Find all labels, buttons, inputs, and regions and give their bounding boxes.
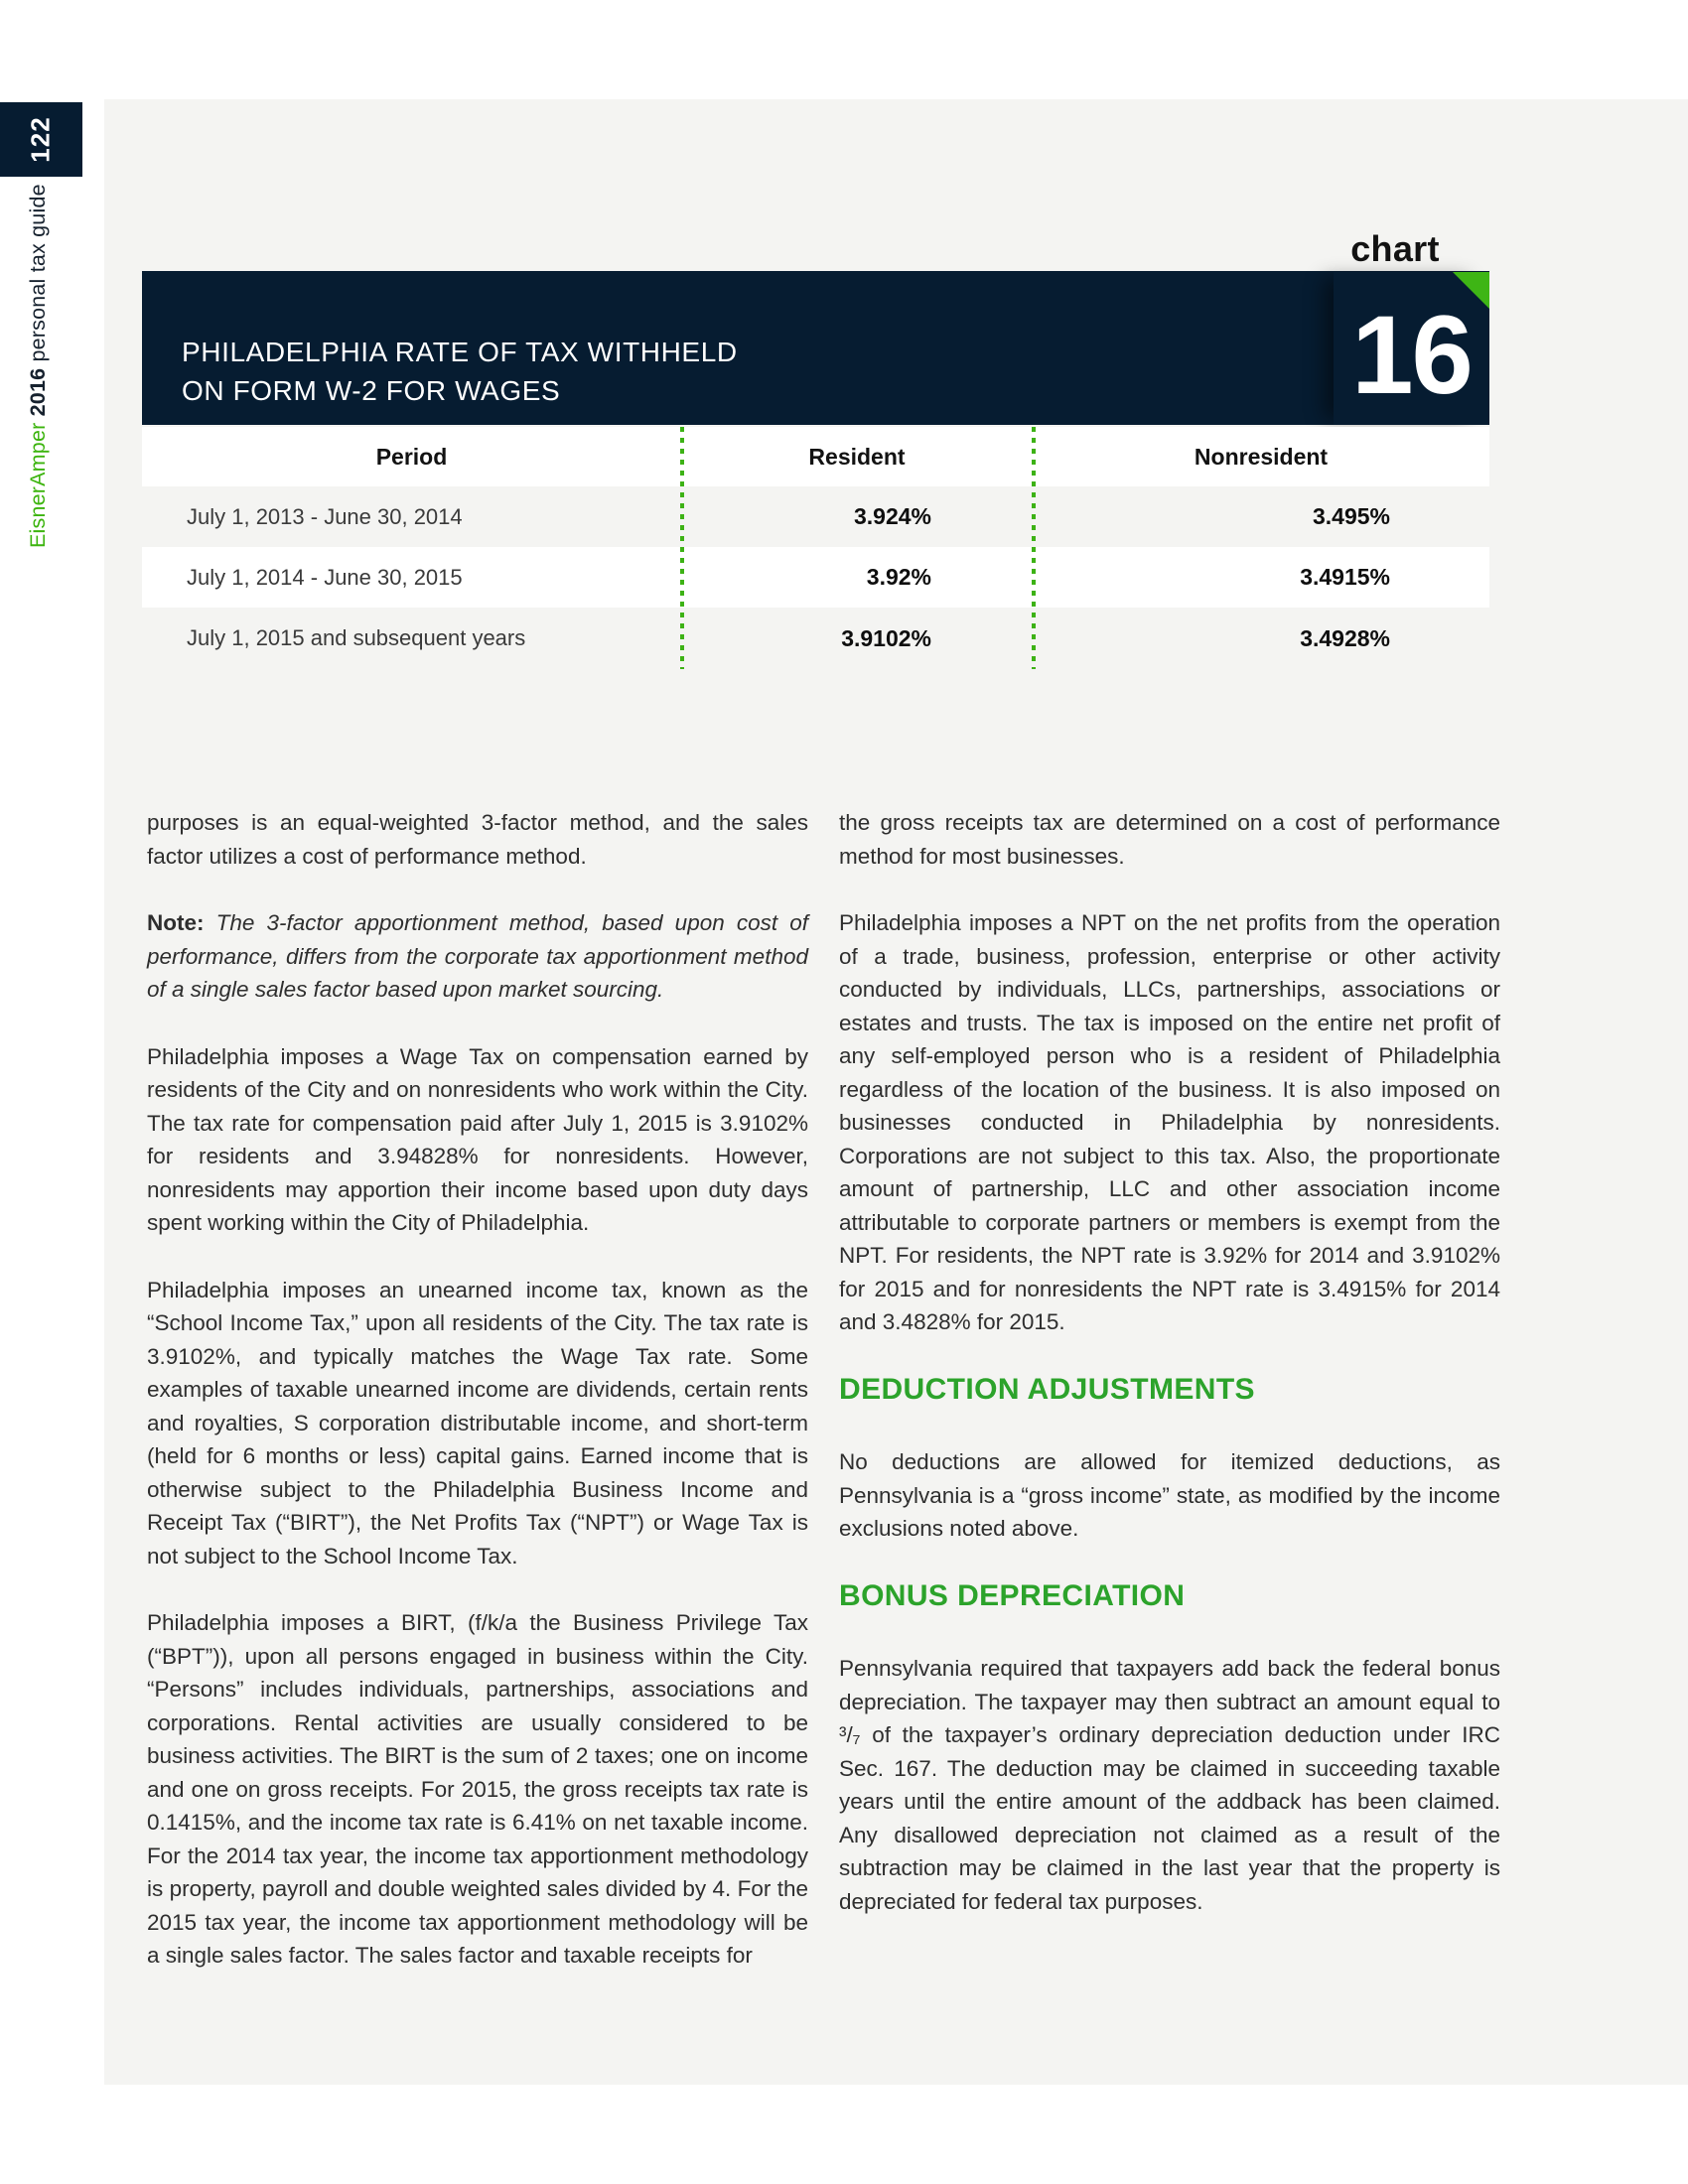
table-cell-period: July 1, 2014 - June 30, 2015 xyxy=(187,564,463,590)
chart-title-line1: PHILADELPHIA RATE OF TAX WITHHELD xyxy=(182,337,738,367)
section-heading-bonus-depreciation: BONUS DEPRECIATION xyxy=(839,1578,1186,1612)
chart-header-bar xyxy=(142,271,1489,425)
chart-number-badge xyxy=(1334,272,1489,425)
guide-year: 2016 xyxy=(26,361,50,417)
table-cell-resident: 3.924% xyxy=(853,503,931,529)
table-cell-nonresident: 3.4915% xyxy=(1300,564,1390,590)
body-column-right xyxy=(839,806,1500,1952)
column-header-resident: Resident xyxy=(808,443,906,470)
table-row xyxy=(142,608,1489,669)
body-column-left xyxy=(147,806,808,2006)
chart-number: 16 xyxy=(1351,293,1472,417)
guide-title: personal tax guide xyxy=(26,184,50,362)
paragraph: No deductions are allowed for itemized deductions, as Pennsylvania is a “gross income” state, as modified by the income exclusions noted above. xyxy=(839,1449,1500,1541)
guide-side-label xyxy=(26,184,51,548)
table-cell-nonresident: 3.4928% xyxy=(1300,624,1390,651)
note-label: Note: xyxy=(147,910,216,935)
table-column-divider xyxy=(1032,427,1036,669)
paragraph: Philadelphia imposes a Wage Tax on compensation earned by residents of the City and on nonresidents who work within the City. The tax rate for compensation paid after July 1, 2015 is 3.9102% for residents and 3.94828% for nonresidents. However, nonresidents may apportion their income based upon duty days spent working within the City of Philadelphia. xyxy=(147,1043,808,1235)
paragraph: Philadelphia imposes a NPT on the net profits from the operation of a trade, business, profession, enterprise or other activity conducted by individuals, LLCs, partnerships, associations or estates and trusts. The tax is imposed on the entire net profit of any self-employed person who is a resident of Philadelphia regardless of the location of the business. It is also imposed on businesses conducted in Philadelphia by nonresidents. Corporations are not subject to this tax. Also, the proportionate amount of partnership, LLC and other association income attributable to corporate partners or members is exempt from the NPT. For residents, the NPT rate is 3.92% for 2014 and 3.9102% for 2015 and for nonresidents the NPT rate is 3.4915% for 2014 and 3.4828% for 2015. xyxy=(839,910,1500,1334)
table-header-row xyxy=(142,427,1489,486)
brand-name: EisnerAmper xyxy=(26,416,50,548)
paragraph: the gross receipts tax are determined on a cost of performance method for most businesses. xyxy=(839,810,1500,869)
table-row xyxy=(142,547,1489,608)
column-header-nonresident: Nonresident xyxy=(1194,443,1329,470)
table-cell-period: July 1, 2013 - June 30, 2014 xyxy=(187,503,463,529)
folded-corner-icon xyxy=(1453,272,1489,309)
table-column-divider xyxy=(680,427,684,669)
paragraph: purposes is an equal-weighted 3-factor method, and the sales factor utilizes a cost of performance method. xyxy=(147,810,808,869)
chart-tag-label: chart xyxy=(1350,228,1440,269)
paragraph: Philadelphia imposes a BIRT, (f/k/a the Business Privilege Tax (“BPT”)), upon all persons engaged in business within the City. “Persons” includes individuals, partnerships, associations and corporations. Rental activities are usually considered to be business activities. The BIRT is the sum of 2 taxes; one on income and one on gross receipts. For 2015, the gross receipts tax rate is 0.1415%, and the income tax rate is 6.41% on net taxable income. For the 2014 tax year, the income tax apportionment methodology is property, payroll and double weighted sales divided by 4. For the 2015 tax year, the income tax apportionment methodology will be a single sales factor. The sales factor and taxable receipts for xyxy=(147,1610,808,1968)
table-cell-resident: 3.92% xyxy=(866,564,931,590)
page-number-box xyxy=(0,102,82,177)
chart-title-line2: ON FORM W-2 FOR WAGES xyxy=(182,375,561,406)
page-number: 122 xyxy=(25,116,56,163)
paragraph: Pennsylvania required that taxpayers add back the federal bonus depreciation. The taxpayer may then subtract an amount equal to ³/₇ of the taxpayer’s ordinary depreciation deduction under IRC Sec. 167. The deduction may be claimed in succeeding taxable years until the entire amount of the addback has been claimed. Any disallowed depreciation not claimed as a result of the subtraction may be claimed in the last year that the property is depreciated for federal tax purposes. xyxy=(839,1656,1500,1914)
section-heading-deduction-adjustments: DEDUCTION ADJUSTMENTS xyxy=(839,1372,1255,1406)
chart-title xyxy=(182,333,1489,410)
note-text: The 3-factor apportionment method, based upon cost of performance, differs from the corporate tax apportionment method of a single sales factor based upon market sourcing. xyxy=(147,910,808,1002)
paragraph: Philadelphia imposes an unearned income tax, known as the “School Income Tax,” upon all residents of the City. The tax rate is 3.9102%, and typically matches the Wage Tax rate. Some examples of taxable unearned income are dividends, certain rents and royalties, S corporation distributable income, and short-term (held for 6 months or less) capital gains. Earned income that is otherwise subject to the Philadelphia Business Income and Receipt Tax (“BIRT”), the Net Profits Tax (“NPT”) or Wage Tax is not subject to the School Income Tax. xyxy=(147,1277,808,1569)
table-row xyxy=(142,486,1489,547)
table-cell-resident: 3.9102% xyxy=(841,624,931,651)
table-cell-period: July 1, 2015 and subsequent years xyxy=(187,625,526,650)
table-cell-nonresident: 3.495% xyxy=(1312,503,1390,529)
column-header-period: Period xyxy=(375,443,448,470)
note-paragraph xyxy=(147,906,808,1007)
